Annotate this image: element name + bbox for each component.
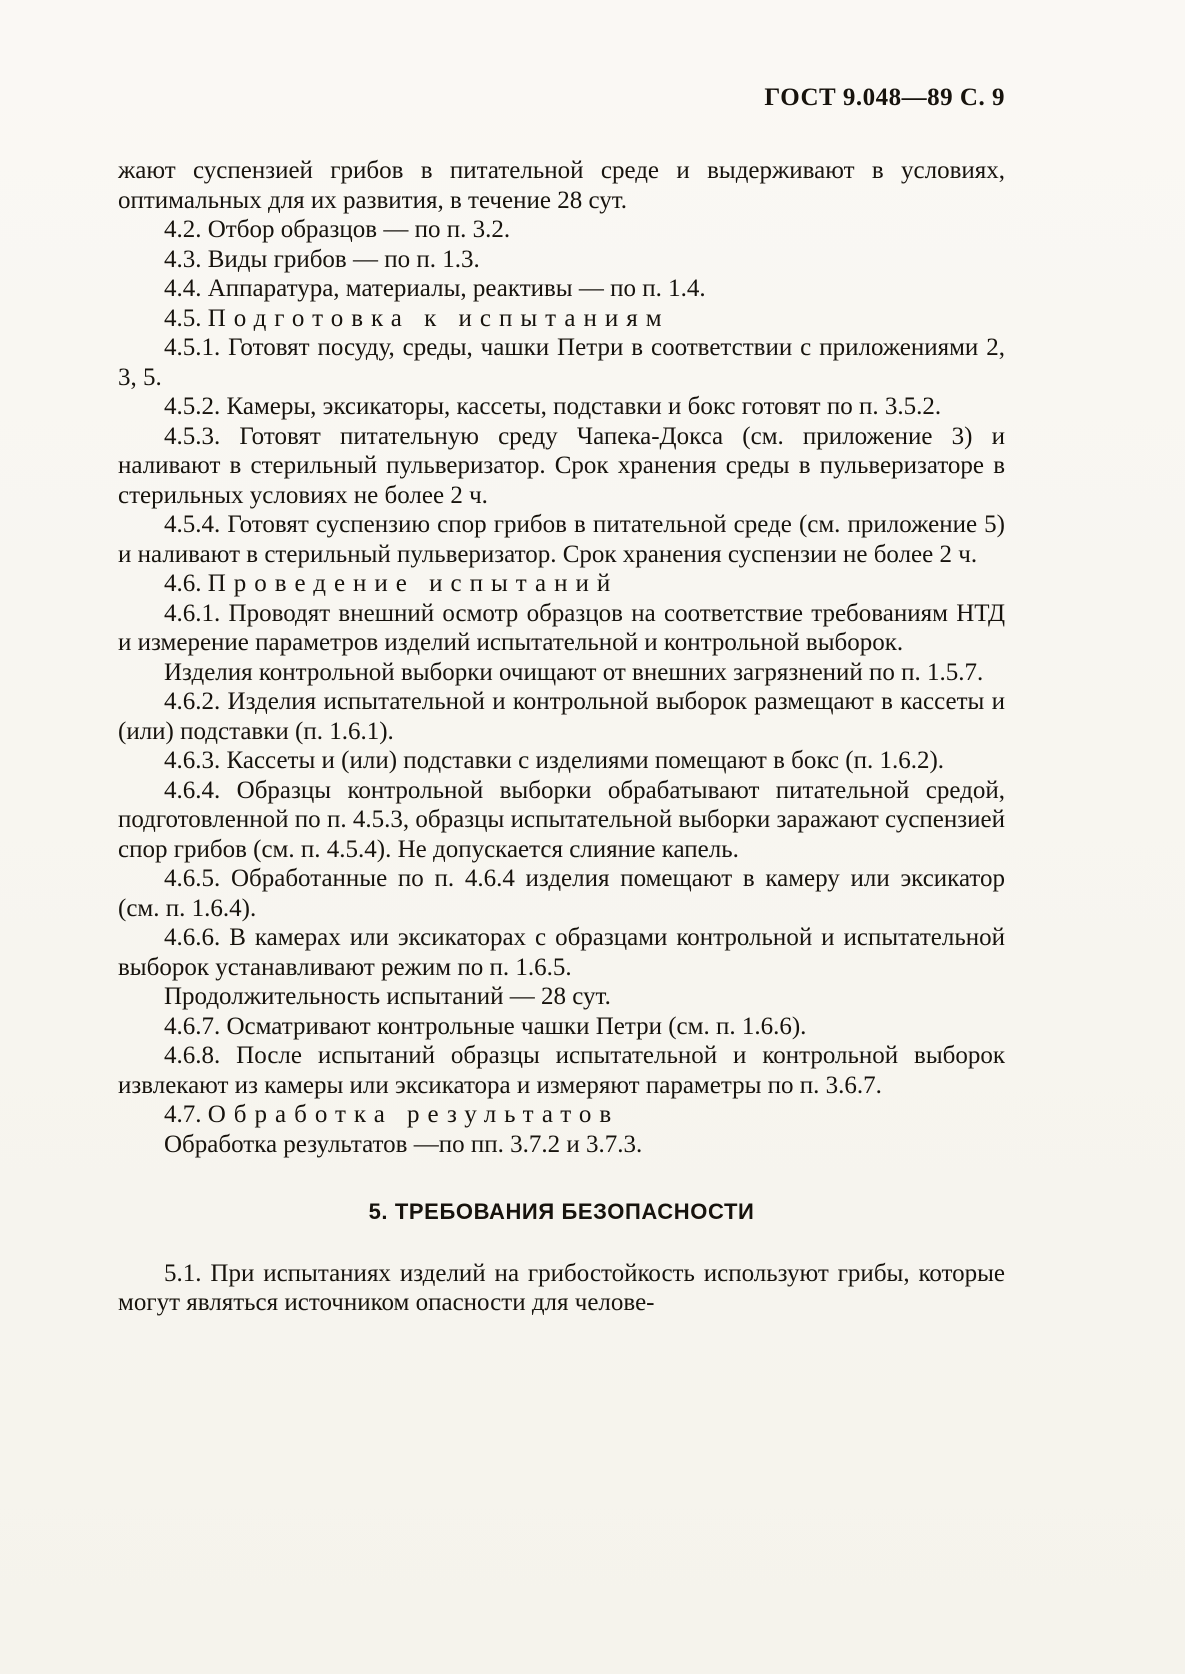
paragraph: 4.5.2. Камеры, эксикаторы, кассеты, подставки и бокс готовят по п. 3.5.2.	[164, 393, 942, 420]
paragraph: Продолжительность испытаний — 28 сут.	[164, 983, 611, 1010]
paragraph: 4.6.5. Обработанные по п. 4.6.4 изделия помещают в камеру или эксикатор (см. п. 1.6.4).	[118, 865, 1005, 922]
section-heading: 5. ТРЕБОВАНИЯ БЕЗОПАСНОСТИ	[368, 1199, 755, 1224]
subsection-number: 4.6.	[164, 570, 202, 597]
paragraph: 5.1. При испытаниях изделий на грибостойкость используют грибы, которые могут являться источником опасности для челове-	[118, 1259, 1005, 1316]
subsection-heading	[118, 304, 1005, 334]
subsection-title: Проведение испытаний	[207, 570, 619, 597]
document-body	[118, 156, 1005, 1318]
paragraph: 4.6.7. Осматривают контрольные чашки Петри (см. п. 1.6.6).	[164, 1012, 807, 1040]
paragraph: 4.6.4. Образцы контрольной выборки обрабатывают питательной средой, подготовленной по п. 4.5.3, образцы испытательной выборки заражают суспензией спор грибов (см. п. 4.5.4). Не допускается слияние капель.	[118, 776, 1005, 863]
paragraph: 4.4. Аппаратура, материалы, реактивы — по п. 1.4.	[164, 275, 706, 302]
subsection-number: 4.5.	[164, 304, 202, 332]
subsection-title: Подготовка к испытаниям	[207, 304, 670, 332]
paragraph: 4.2. Отбор образцов — по п. 3.2.	[164, 216, 511, 243]
page-header: ГОСТ 9.048—89 С. 9	[764, 84, 1005, 111]
paragraph: 4.6.6. В камерах или эксикаторах с образцами контрольной и испытательной выборок устанавливают режим по п. 1.6.5.	[118, 924, 1005, 981]
paragraph: 4.3. Виды грибов — по п. 1.3.	[164, 245, 480, 273]
paragraph: 4.6.3. Кассеты и (или) подставки с изделиями помещают в бокс (п. 1.6.2).	[164, 747, 945, 774]
paragraph: 4.6.2. Изделия испытательной и контрольной выборок размещают в кассеты и (или) подставки (п. 1.6.1).	[118, 688, 1005, 745]
paragraph: 4.5.1. Готовят посуду, среды, чашки Петри в соответствии с приложениями 2, 3, 5.	[118, 334, 1005, 391]
subsection-number: 4.7.	[164, 1101, 202, 1128]
paragraph: 4.6.1. Проводят внешний осмотр образцов на соответствие требованиям НТД и измерение параметров изделий испытательной и контрольной выборок.	[118, 599, 1005, 656]
paragraph: жают суспензией грибов в питательной среде и выдерживают в условиях, оптимальных для их развития, в течение 28 сут.	[118, 157, 1005, 214]
paragraph: 4.5.4. Готовят суспензию спор грибов в питательной среде (см. приложение 5) и наливают в стерильный пульверизатор. Срок хранения суспензии не более 2 ч.	[118, 511, 1005, 568]
paragraph: Обработка результатов —по пп. 3.7.2 и 3.7.3.	[164, 1130, 643, 1158]
paragraph: 4.5.3. Готовят питательную среду Чапека-Докса (см. приложение 3) и наливают в стерильный пульверизатор. Срок хранения среды в пульверизаторе в стерильных условиях не более 2 ч.	[118, 422, 1005, 509]
subsection-heading	[118, 1100, 1005, 1130]
subsection-heading	[118, 569, 1005, 599]
subsection-title: Обработка результатов	[207, 1101, 620, 1128]
paragraph: Изделия контрольной выборки очищают от внешних загрязнений по п. 1.5.7.	[164, 658, 984, 686]
paragraph: 4.6.8. После испытаний образцы испытательной и контрольной выборок извлекают из камеры или эксикатора и измеряют параметры по п. 3.6.7.	[118, 1042, 1005, 1099]
